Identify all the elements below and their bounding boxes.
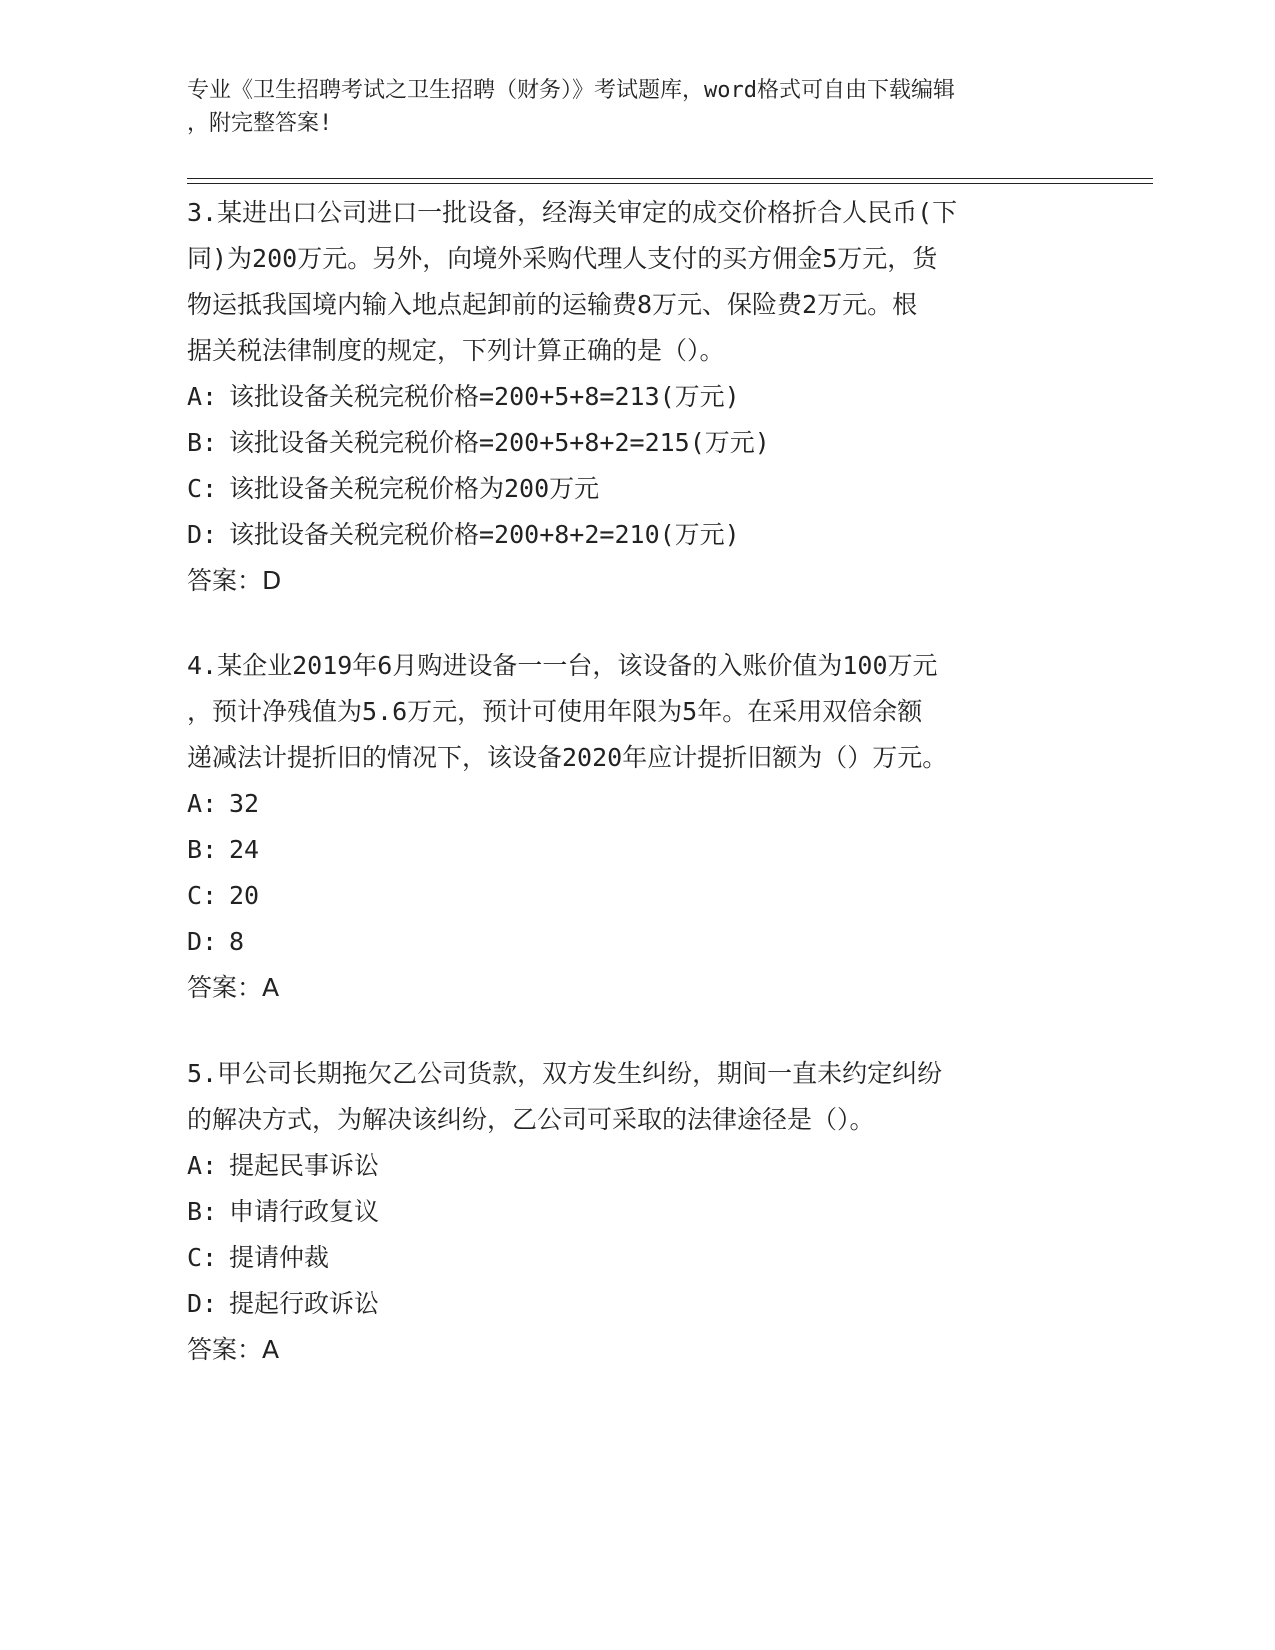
header-line-2: ，附完整答案! — [187, 111, 333, 136]
question-text-line: 递减法计提折旧的情况下，该设备2020年应计提折旧额为（）万元。 — [187, 743, 948, 772]
question-text-line: 4.某企业2019年6月购进设备一一台，该设备的入账价值为100万元 — [187, 651, 938, 680]
question-5 — [187, 1051, 1087, 1373]
question-text-line: 物运抵我国境内输入地点起卸前的运输费8万元、保险费2万元。根 — [187, 290, 918, 319]
option-letter: D: — [187, 927, 218, 956]
question-text-line: 5.甲公司长期拖欠乙公司货款，双方发生纠纷，期间一直未约定纠纷 — [187, 1059, 943, 1088]
option-letter: B: — [187, 835, 218, 864]
document-header — [187, 74, 1067, 140]
answer-label: 答案：D — [187, 566, 282, 595]
option-text: 8 — [229, 927, 245, 956]
question-text-line: ，预计净残值为5.6万元，预计可使用年限为5年。在采用双倍余额 — [187, 697, 923, 726]
option-a — [187, 374, 1087, 420]
option-a — [187, 781, 1087, 827]
option-a — [187, 1143, 1087, 1189]
option-letter: C: — [187, 1243, 218, 1272]
option-d — [187, 512, 1087, 558]
answer-label: 答案：A — [187, 1335, 280, 1364]
option-text: 该批设备关税完税价格为200万元 — [229, 474, 600, 503]
option-c — [187, 873, 1087, 919]
header-divider-top — [187, 178, 1153, 179]
header-divider-bottom — [187, 183, 1153, 184]
option-letter: A: — [187, 1151, 218, 1180]
option-text: 该批设备关税完税价格=200+5+8+2=215(万元) — [229, 428, 770, 457]
option-text: 该批设备关税完税价格=200+8+2=210(万元) — [229, 520, 740, 549]
question-4 — [187, 643, 1087, 1011]
question-3 — [187, 190, 1087, 604]
answer-label: 答案：A — [187, 973, 280, 1002]
option-b — [187, 1189, 1087, 1235]
option-text: 该批设备关税完税价格=200+5+8=213(万元) — [229, 382, 740, 411]
question-text-line: 同)为200万元。另外，向境外采购代理人支付的买方佣金5万元，货 — [187, 244, 938, 273]
option-d — [187, 1281, 1087, 1327]
option-text: 提起行政诉讼 — [229, 1289, 380, 1318]
option-text: 24 — [229, 835, 260, 864]
option-letter: D: — [187, 520, 218, 549]
option-letter: C: — [187, 474, 218, 503]
header-line-1: 专业《卫生招聘考试之卫生招聘（财务）》考试题库，word格式可自由下载编辑 — [187, 78, 955, 103]
option-text: 提请仲裁 — [229, 1243, 330, 1272]
option-c — [187, 466, 1087, 512]
option-letter: A: — [187, 382, 218, 411]
option-d — [187, 919, 1087, 965]
question-text-line: 据关税法律制度的规定，下列计算正确的是（）。 — [187, 336, 725, 365]
option-text: 申请行政复议 — [229, 1197, 380, 1226]
option-text: 20 — [229, 881, 260, 910]
question-text-line: 3.某进出口公司进口一批设备，经海关审定的成交价格折合人民币(下 — [187, 198, 958, 227]
question-text-line: 的解决方式，为解决该纠纷，乙公司可采取的法律途径是（）。 — [187, 1105, 875, 1134]
option-letter: B: — [187, 428, 218, 457]
option-letter: A: — [187, 789, 218, 818]
option-letter: B: — [187, 1197, 218, 1226]
option-text: 32 — [229, 789, 260, 818]
option-letter: C: — [187, 881, 218, 910]
option-letter: D: — [187, 1289, 218, 1318]
option-b — [187, 827, 1087, 873]
option-text: 提起民事诉讼 — [229, 1151, 380, 1180]
option-b — [187, 420, 1087, 466]
option-c — [187, 1235, 1087, 1281]
